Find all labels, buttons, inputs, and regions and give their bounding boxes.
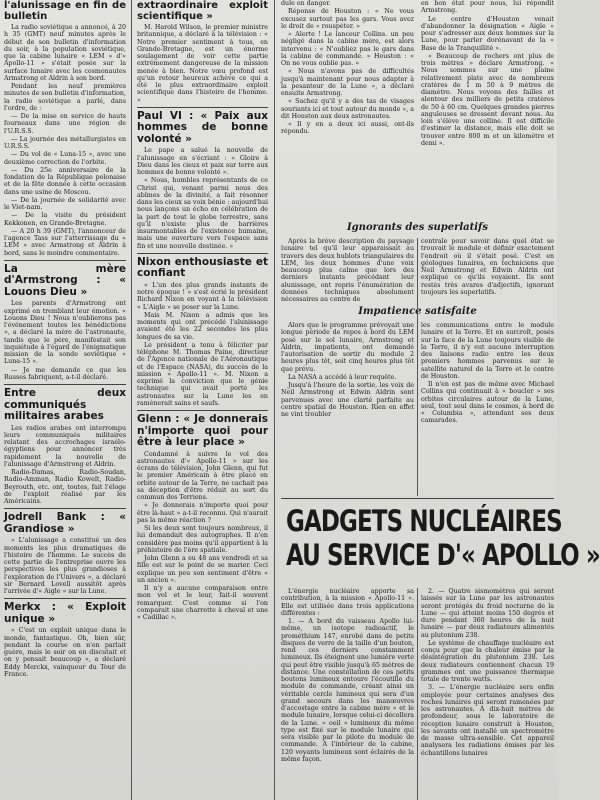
paragraph: Le système de chauffage nucléaire est conçu pour que la chaleur émise par la désintégration du plutonium 238. Les deux radiateurs contiennent chacun 19 grammes ont une puissance thermique totale de trente watts. [421, 639, 554, 683]
paragraph: Il n'en est pas de même avec Michael Collins qui continuait à « boucler » ses orbites circulaires autour de la Lune, seul, tout seul dans le cosmos, à bord de « Columbia », attendant ses deux camarades. [421, 381, 554, 425]
divider [137, 107, 268, 108]
paragraph: — De la journée de solidarité avec le Viet-nam. [4, 196, 126, 211]
paragraph: « C'est un exploit unique dans le monde, fantastique. Oh, bien sûr, pendant la course on n'en parlait guère, mais le soir on en discutait et on y pensait beaucoup », a déclaré Eddy Merckx, vainqueur du Tour de France. [4, 627, 126, 678]
paragraph: « Nous n'avons pas de difficultés jusqu'à maintenant pour nous adapter à la pesanteur de la Lune », a déclaré ensuite Armstrong. [281, 68, 414, 97]
paragraph: John Glenn a eu 48 ans vendredi et sa fille est sur le point de se marier. Ceci explique un peu son sentiment d'être « un ancien ». [137, 555, 268, 584]
paragraph: les communications entre le module lunaire et la Terre. Et en surcroît, posés sur la face de la Lune toujours visible de la Terre, il n'y eut aucune interruption des liaisons radio entre les deux premiers hommes parvenus sur le satellite naturel de la Terre et le centre de Houston. [421, 322, 554, 380]
paragraph: Si les deux sont toujours nombreux, il lui demandait des autographes. Il n'en considère pas moins qu'il appartient à la préhistoire de l'ère spatiale. [137, 525, 268, 554]
headline-mere-armstrong: La mère d'Armstrong : « Louons Dieu » [4, 262, 126, 298]
paragraph: Le pape a salué la nouvelle de l'alunissage en s'écriant : « Gloire à Dieu dans les cieux et paix sur terre aux hommes de bonne volonté ». [137, 147, 268, 176]
column-4 [421, 0, 554, 147]
paragraph: 2. — Quatre sismomètres qui seront laissés sur la Lune par les astronautes seront protégés du froid nocturne de la Lune — qui atteint moins 150 degrés et dure pendant 360 heures de la nuit lunaire — par deux radiateurs alimentés au plutonium 238. [421, 588, 554, 639]
paragraph: — Du vol de « Luna-15 », avec une deuxième correction de l'orbite. [4, 151, 126, 166]
paragraph: « Nous, humbles représentants de ce Christ qui, venant parmi nous des abîmes de la divinité, a fait résonner dans les cieux sa voix bénie : aujourd'hui nous lançons un écho en célébration de la part de tout le globe terrestre, sans qu'il n'existe plus de barrières insurmontables de l'existence humaine, mais une ouverture vers l'espace sans fin et une nouvelle destinée. » [137, 177, 269, 250]
paragraph: Radio-Damas, Radio-Soudan, Radio-Amman, Radio Koweït, Radio-Beyrouth, etc. ont, toutes, fait l'éloge de l'exploit réalisé par les Américains. [4, 469, 126, 505]
banner-line-1: GADGETS NUCLÉAIRES [286, 504, 562, 538]
paragraph: — Je me demande ce que les Russes fabriquent, a-t-il déclaré. [4, 366, 126, 381]
column-divider [274, 0, 275, 800]
paragraph: Réponse de Houston : « Ne vous excusez surtout pas les gars. Vous avez le droit de « rouspéter. » [281, 8, 414, 30]
section-superlatifs [281, 222, 554, 233]
paragraph: « Beaucoup de rochers ont plus de trois mètres » déclare Armstrong. « Nous sommes sur une plaine relativement plate avec de nombreux cratères de 1 m 50 à 9 mètres de diamètre. Nous voyons des failles et alentour des milliers de petits cratères de 50 à 60 cm. Quelques grandes pierres anguleuses se dressent devant nous. Au loin s'élève une colline. Il est difficile d'estimer la distance, mais elle doit se trouver entre 800 m et un kilomètre et demi ». [421, 52, 554, 147]
paragraph: — La journée des métallurgistes en U.R.S.S. [4, 135, 126, 150]
paragraph: dule en danger. [281, 0, 331, 7]
headline-paul-vi: Paul VI : « Paix aux hommes de bonne volonté » [137, 109, 268, 145]
paragraph: La NASA a accédé à leur requête. [288, 373, 397, 381]
paragraph: L'énergie nucléaire apporte sa contribution, à la mission « Apollo-11 ». Elle est utilisée dans trois applications différentes : [281, 588, 414, 617]
paragraph: Les radios arabes ont interrompu leurs communiqués militaires relatant des accrochages israélo-égyptiens pour annoncer très rapidement la nouvelle de l'alunissage d'Armstrong et Aldrin. [4, 424, 126, 468]
headline-merkx: Merkx : « Exploit unique » [4, 601, 126, 625]
column-2 [137, 0, 268, 621]
banner-line-2: AU SERVICE D'« APOLLO » [286, 538, 600, 572]
paragraph: « Sachez qu'il y a des tas de visages souriants ici et tout autour du monde », a dit Houston aux deux astronautes. [281, 98, 414, 120]
column-1 [4, 0, 126, 678]
paragraph: Après la brève description du paysage lunaire tel qu'il leur apparaissait au travers des deux hublots triangulaires du LEM, les deux hommes d'une voix beaucoup plus calme que lors des derniers instants précédant leur alunissage, ont repris l'énumération de données techniques absolument nécessaires au centre de [281, 238, 414, 303]
paragraph: en bon état pour nous, lui répondit Armstrong. [421, 0, 554, 15]
divider [4, 260, 126, 261]
paragraph: Le centre d'Houston venait d'abandonner la désignation « Aigle » pour s'adresser aux deux hommes sur la Lune, pour parler dorénavant de la « Base de la Tranquillité ». [421, 15, 554, 52]
headline-communiques-arabes: Entre deux communiqués militaires arabes [4, 387, 126, 422]
divider [4, 508, 126, 509]
column-divider [417, 238, 418, 496]
paragraph: « Il y en a deux ici aussi, ont-ils répondu. [281, 121, 414, 136]
paragraph: 1. — A bord du vaisseau Apollo lui-même, un isotope radioactif, le prométhium 147, enrobé dans de petits disques de verre de la taille d'un bouton, rend ces derniers constamment lumineux. Ils éteignent une lumière verte qui peut être visible jusqu'à 65 mètres de distance. Une constellation de ces petits boutons lumineux entoure l'écoutille du module de commande, créant ainsi un véritable cercle lumineux qui sera d'un grand secours dans les manœuvres d'accostage entre la cabine mère » et le module lunaire, lorsque celui-ci décollera de la Lune. « oeil » lumineux du même type est fixé sur le module lunaire qui sera visible par le pilote du module de commande. A l'intérieur de la cabine, 120 voyants lumineux sont éclairés de la même façon. [281, 618, 414, 763]
paragraph: « L'alunissage a constitué un des moments les plus dramatiques de l'histoire de l'homme. Le succès de cette partie de l'entreprise ouvre les perspectives les plus grandioses à l'exploration de l'Univers », a déclaré sir Bernard Lovell aussitôt après l'arrivée d'« Aigle » sur la Lune. [4, 537, 126, 595]
banner-headline [286, 504, 600, 584]
paragraph: — Du 25e anniversaire de la fondation de la République polonaise et de la fête donnée à cette occasion dans une usine de Moscou. [4, 166, 126, 196]
headline-impatience: Impatience satisfaite [358, 306, 477, 317]
paragraph: Pendant les neuf premières minutes de son bulletin d'information, la radio soviétique a parlé, dans l'ordre, de : [4, 83, 126, 112]
paragraph: « Alerte ! Le lanceur Collins. un peu négligé dans la cabine mère, est alors intervenu : « N'oubliez pas le gars dans la cabine de commande. » Houston : « On ne vous oublie pas. » [281, 31, 414, 67]
paragraph: Le président a tenu à féliciter par téléphone M. Thomas Paine, directeur de l'Agence nationale de l'Aéronautique et de l'Espace (NASA), du succès de la mission « Apollo-11 ». M. Nixon a exprimé la conviction que le génie technique qui avait porté les astronautes sur la Lune les en ramènerait sains et saufs. [137, 341, 268, 407]
column-4b [421, 238, 554, 296]
column-4c [421, 322, 554, 425]
headline-wilson: extraordinaire exploit scientifique » [137, 0, 268, 22]
paragraph: Mais M. Nixon a admis que les moments qui ont précédé l'alunissage avaient été les 22 secondes les plus longues de sa vie. [137, 311, 268, 341]
column-3b [281, 238, 414, 303]
column-divider [131, 0, 132, 800]
paragraph: « L'un des plus grands instants de notre époque ! » s'est écrié le président Richard Nixon en voyant à la télévision « L'Aigle » se poser sur la Lune. [137, 281, 268, 311]
paragraph: — A 20 h 39 (GMT), l'annonceur de l'agence Tass sur l'atterrissage du « LEM » avec Armstrong et Aldrin à bord, sans le moindre commentaire. [4, 227, 126, 257]
paragraph: « Je donnerais n'importe quoi pour être là-haut » a-t-il reconnu. Qui n'aurait pas la même réaction ? [137, 502, 268, 524]
column-6 [421, 588, 554, 757]
paragraph: centrale pour savoir dans quel état se trouvait le module et définir exactement l'endroit où il s'était posé. C'est en géologues lunaires, en techniciens que Neil Armstrong et Edwin Aldrin ont expliqué ce qu'ils voyaient. Ils sont restés très avares d'adjectifs, ignorant toujours les superlatifs. [421, 238, 554, 296]
column-3 [281, 0, 414, 136]
paragraph: Jusqu'à l'heure de la sortie, les voix de Neil Armstrong et Edwin Aldrin sont parvenues avec une clarté parfaite au centre spatial de Houston. Rien en effet ne vint troubler [281, 382, 414, 418]
divider [4, 598, 126, 599]
paragraph: Condamné à suivre le vol des astronautes d'« Apollo-11 » sur les écrans de télévision, John Glenn, qui fut le premier Américain à être placé en orbite autour de la Terre, ne cachait pas sa déception d'être réduit au sort du commun des Terriens. [137, 450, 268, 501]
headline-jodrell-bank: Jodrell Bank : « Grandiose » [4, 511, 126, 535]
column-5 [281, 588, 414, 763]
column-divider [417, 588, 418, 800]
divider [281, 498, 554, 499]
headline-glenn: Glenn : « Je donnerais n'importe quoi pour être à leur place » [137, 413, 268, 448]
divider [137, 410, 268, 411]
paragraph: 3. — L'énergie nucléaire sera enfin employée pour certaines analyses des roches lunaires qui seront ramenées par les astronautes. À dix-huit mètres de profondeur, sous le laboratoire de réception lunaire construit à Houston, les savants ont installé un spectromètre de masse ultra-sensible. Cet appareil analysera les radiations émises par les échantillons lunaires [421, 684, 554, 757]
headline-alunissage: l'alunissage en fin de bulletin [4, 0, 126, 22]
headline-superlatifs: Ignorants des superlatifs [347, 222, 488, 233]
paragraph: M. Harold Wilson, le premier ministre britannique, a déclaré à la télévision : « Notre premier sentiment à tous, en Grande-Bretagne, est un énorme soulagement de voir cette partie extrêmement dangereuse de la mission menée à bien. Notre vœu profond est qu'un retour heureux achève ce qui a été le plus extraordinaire exploit scientifique dans l'histoire de l'homme. » [137, 24, 268, 104]
column-3c [281, 322, 414, 418]
paragraph: Il n'y a aucune comparaison entre mon vol et le leur, fait-il souvent remarquer. C'est comme si l'on comparait une charrette à cheval et une « Cadillac ». [137, 585, 268, 621]
paragraph: — De la visite du président Kekkonen, en Grande-Bretagne. [4, 212, 126, 227]
paragraph: La radio soviétique a annoncé, à 20 h 35 (GMT) neuf minutes après le début de son bulletin d'information du soir, à la population soviétique, que la cabine lunaire « LEM » d'« Apollo-11 » s'était posée sur la surface lunaire avec les cosmonautes Armstrong et Aldrin à son bord. [4, 24, 126, 82]
headline-nixon: Nixon enthousiaste et confiant [137, 255, 268, 280]
paragraph: — De la mise en service de hauts fourneaux dans une région de l'U.R.S.S. [4, 113, 126, 135]
divider [137, 253, 268, 254]
paragraph: Les parents d'Armstrong ont exprimé en tremblant leur émotion. « Louons Dieu ! Nous n'oublierons pas l'événement toutes les bénédictions », a déclaré la mère de l'astronaute, tandis que le père, manifestait son inquiétude à l'égard de l'énigmatique mission de la sonde soviétique « Luna-15 ». [4, 300, 126, 366]
divider [4, 384, 126, 385]
paragraph: Alors que le programme prévoyait une longue période de repos à bord du LEM posé sur le sol lunaire, Armstrong et Aldrin, impatients, ont demandé l'autorisation de sortir du module 2 heures plus tôt, soit cinq heures plus tôt que prévu. [281, 322, 414, 373]
